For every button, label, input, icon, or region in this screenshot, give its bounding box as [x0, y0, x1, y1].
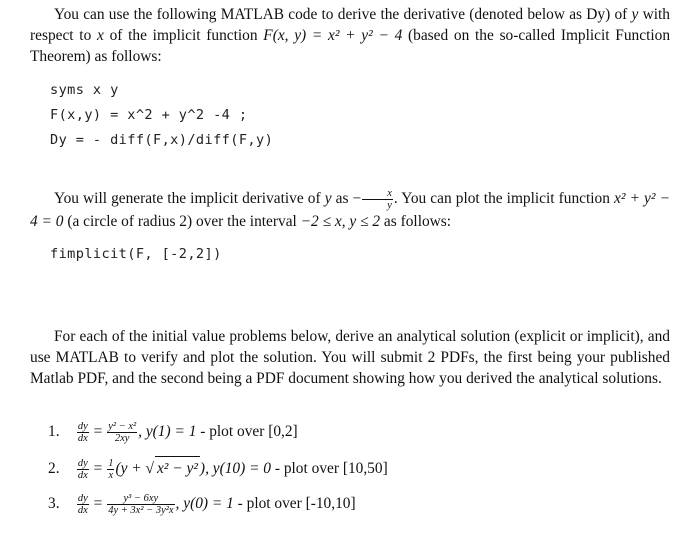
paren-open: (y + — [115, 460, 146, 477]
problem-number: 1. — [48, 423, 60, 440]
problem-2 — [48, 456, 668, 481]
lhs-den: dx — [77, 469, 88, 481]
rhs-num: y² − x² — [108, 420, 137, 432]
intro-text-d: (based on the so-called Implicit Function Theorem) as follows: — [30, 27, 671, 65]
para2-frac-num: x — [362, 188, 393, 200]
problem-lhs — [77, 421, 89, 444]
rhs-num: 1 — [108, 457, 114, 469]
rhs-den: 4y + 3x² − 3y²x — [108, 504, 174, 516]
para2-text-c: . You can plot the implicit function — [393, 190, 615, 208]
rhs-num: y³ − 6xy — [107, 493, 174, 505]
para2-neg: − — [352, 190, 362, 208]
problem-number: 3. — [48, 495, 60, 512]
lhs-num: dy — [77, 457, 88, 469]
plot-range: - plot over [10,50] — [271, 460, 388, 477]
intro-paragraph — [30, 4, 670, 67]
initial-condition: , y(10) = 0 — [205, 460, 272, 477]
initial-condition: , y(1) = 1 — [138, 423, 197, 440]
para2-equation: x² + y² − 4 = 0 — [30, 190, 670, 230]
para2-interval: −2 ≤ x, y ≤ 2 — [300, 213, 381, 230]
para2-text-a: You will generate the implicit derivative of — [54, 190, 325, 208]
paren-close: ) — [199, 460, 206, 477]
lhs-den: dx — [77, 504, 88, 516]
intro-var-x: x — [97, 27, 104, 44]
problem-1 — [48, 420, 668, 444]
lhs-num: dy — [77, 420, 88, 432]
para2-text-e: as follows: — [380, 213, 452, 230]
problem-rhs — [107, 493, 174, 516]
sqrt-sign: √ — [145, 460, 154, 477]
plot-range: - plot over [-10,10] — [233, 495, 356, 512]
sqrt-body: x² − y² — [155, 456, 200, 481]
para2-frac-den: y — [387, 200, 392, 211]
problem-lhs — [77, 493, 89, 516]
intro-text-c: of the implicit function — [103, 27, 264, 44]
lhs-den: dx — [77, 432, 88, 444]
rhs-den: x — [108, 469, 114, 481]
initial-condition: , y(0) = 1 — [175, 495, 234, 512]
code-line-3: Dy = - diff(F,x)/diff(F,y) — [50, 132, 274, 148]
intro-function: F(x, y) = x² + y² − 4 — [263, 27, 403, 44]
problem-number: 2. — [48, 460, 60, 477]
problem-3 — [48, 492, 668, 516]
code-line-2: F(x,y) = x^2 + y^2 -4 ; — [50, 107, 248, 123]
equals-sign: = — [93, 495, 103, 512]
equals-sign: = — [93, 460, 103, 477]
problem-rhs — [107, 458, 114, 481]
para2-var-y: y — [324, 190, 332, 208]
problem-rhs — [107, 421, 137, 444]
lhs-num: dy — [77, 492, 88, 504]
problem-lhs — [77, 458, 89, 481]
derivative-paragraph — [30, 188, 670, 232]
para2-text-b: as — [331, 190, 353, 208]
instructions-paragraph: For each of the initial value problems below, derive an analytical solution (explicit or implicit), and use MATLAB to verify and plot the solution. You will submit 2 PDFs, the first being your published Matlab PDF, and the second being a PDF document showing how you derived the analytical solutions. — [30, 328, 670, 387]
intro-var-y: y — [631, 6, 639, 23]
rhs-den: 2xy — [114, 432, 130, 444]
intro-text-b: with respect to — [30, 6, 670, 44]
equals-sign: = — [93, 423, 103, 440]
code-line-1: syms x y — [50, 82, 119, 98]
para2-fraction — [362, 188, 393, 211]
para2-text-d: (a circle of radius 2) over the interval — [63, 213, 301, 230]
intro-text-a: You can use the following MATLAB code to derive the derivative (denoted below as Dy) of — [54, 6, 632, 23]
fimplicit-code-line: fimplicit(F, [-2,2]) — [50, 246, 222, 262]
plot-range: - plot over [0,2] — [196, 423, 298, 440]
